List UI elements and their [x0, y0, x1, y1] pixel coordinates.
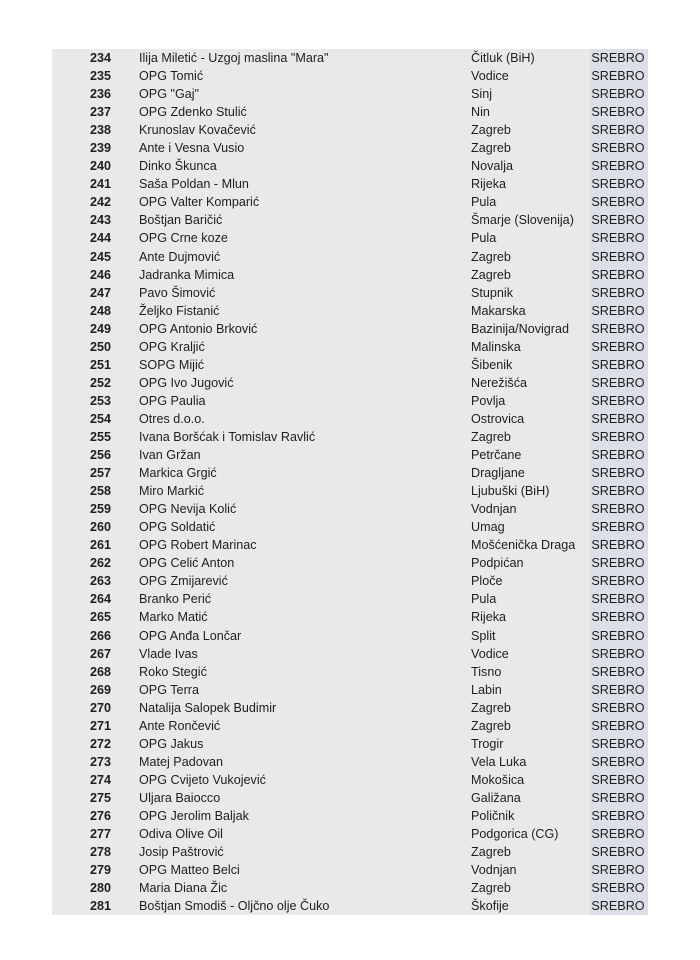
producer-name: Vlade Ivas: [139, 646, 198, 661]
table-row: [52, 861, 648, 879]
producer-location: Zagreb: [471, 700, 511, 715]
table-row: [52, 879, 648, 897]
producer-name: Ante Dujmović: [139, 249, 221, 264]
producer-location: Mošćenička Draga: [471, 538, 576, 553]
table-row: [52, 627, 648, 645]
award-level: SREBRO: [590, 211, 648, 229]
table-row: [52, 518, 648, 536]
table-row: [52, 410, 648, 428]
producer-name: OPG Kraljić: [139, 339, 205, 354]
award-level: SREBRO: [590, 446, 648, 464]
table-row: [52, 554, 648, 572]
producer-location: Ostrovica: [471, 411, 525, 426]
entry-number: 263: [89, 574, 111, 589]
table-row: [52, 753, 648, 771]
entry-number: 236: [89, 87, 111, 102]
award-level: SREBRO: [590, 627, 648, 645]
entry-number: 250: [89, 339, 111, 354]
table-row: [52, 681, 648, 699]
entry-number: 268: [89, 664, 111, 679]
table-row: [52, 320, 648, 338]
award-level: SREBRO: [590, 663, 648, 681]
producer-name: Ilija Miletić - Uzgoj maslina "Mara": [139, 51, 329, 66]
producer-location: Vodice: [471, 646, 509, 661]
producer-name: Jadranka Mimica: [139, 267, 235, 282]
producer-name: SOPG Mijić: [139, 357, 205, 372]
award-level: SREBRO: [590, 897, 648, 915]
entry-number: 238: [89, 123, 111, 138]
producer-location: Rijeka: [471, 610, 506, 625]
award-level: SREBRO: [590, 157, 648, 175]
table-row: [52, 897, 648, 915]
award-level: SREBRO: [590, 193, 648, 211]
entry-number: 241: [89, 177, 111, 192]
producer-name: Otres d.o.o.: [139, 411, 205, 426]
entry-number: 273: [89, 754, 111, 769]
entry-number: 259: [89, 502, 111, 517]
award-level: SREBRO: [590, 139, 648, 157]
producer-location: Šmarje (Slovenija): [471, 213, 574, 228]
award-level: SREBRO: [590, 338, 648, 356]
table-row: [52, 284, 648, 302]
entry-number: 258: [89, 484, 111, 499]
table-row: [52, 428, 648, 446]
award-level: SREBRO: [590, 843, 648, 861]
producer-location: Zagreb: [471, 249, 511, 264]
entry-number: 276: [89, 808, 111, 823]
results-table: [52, 49, 648, 915]
producer-location: Rijeka: [471, 177, 506, 192]
entry-number: 261: [89, 538, 111, 553]
producer-location: Zagreb: [471, 881, 511, 896]
producer-name: Ante Rončević: [139, 718, 221, 733]
entry-number: 239: [89, 141, 111, 156]
entry-number: 257: [89, 466, 111, 481]
table-row: [52, 843, 648, 861]
producer-name: OPG Zdenko Stulić: [139, 105, 247, 120]
award-level: SREBRO: [590, 789, 648, 807]
award-level: SREBRO: [590, 67, 648, 85]
producer-location: Tisno: [471, 664, 502, 679]
producer-name: Ivan Gržan: [139, 448, 201, 463]
producer-name: OPG "Gaj": [139, 87, 200, 102]
entry-number: 281: [89, 899, 111, 914]
award-level: SREBRO: [590, 518, 648, 536]
table-row: [52, 608, 648, 626]
producer-name: OPG Paulia: [139, 393, 206, 408]
table-row: [52, 500, 648, 518]
results-sheet: [52, 49, 648, 915]
producer-name: Marko Matić: [139, 610, 208, 625]
entry-number: 254: [89, 411, 111, 426]
producer-name: OPG Ivo Jugović: [139, 375, 234, 390]
producer-name: OPG Crne koze: [139, 231, 228, 246]
entry-number: 280: [89, 881, 111, 896]
entry-number: 256: [89, 448, 111, 463]
table-row: [52, 266, 648, 284]
entry-number: 252: [89, 375, 111, 390]
producer-location: Novalja: [471, 159, 513, 174]
award-level: SREBRO: [590, 825, 648, 843]
producer-name: Saša Poldan - Mlun: [139, 177, 249, 192]
producer-location: Šibenik: [471, 357, 513, 372]
award-level: SREBRO: [590, 681, 648, 699]
award-level: SREBRO: [590, 554, 648, 572]
entry-number: 247: [89, 285, 111, 300]
table-row: [52, 121, 648, 139]
producer-name: Odiva Olive Oil: [139, 827, 223, 842]
producer-location: Labin: [471, 682, 502, 697]
producer-name: Dinko Škunca: [139, 159, 217, 174]
entry-number: 271: [89, 718, 111, 733]
producer-location: Čitluk (BiH): [471, 51, 535, 66]
entry-number: 264: [89, 592, 111, 607]
producer-location: Makarska: [471, 303, 526, 318]
producer-name: OPG Anđa Lončar: [139, 628, 242, 643]
producer-location: Povlja: [471, 393, 506, 408]
table-row: [52, 175, 648, 193]
producer-location: Poličnik: [471, 808, 515, 823]
award-level: SREBRO: [590, 645, 648, 663]
producer-location: Podgorica (CG): [471, 827, 559, 842]
producer-location: Zagreb: [471, 123, 511, 138]
entry-number: 248: [89, 303, 111, 318]
award-level: SREBRO: [590, 229, 648, 247]
table-row: [52, 157, 648, 175]
producer-name: Matej Padovan: [139, 754, 224, 769]
producer-location: Nin: [471, 105, 490, 120]
producer-location: Trogir: [471, 736, 504, 751]
producer-name: Krunoslav Kovačević: [139, 123, 256, 138]
award-level: SREBRO: [590, 85, 648, 103]
producer-name: Boštjan Smodiš - Oljčno olje Čuko: [139, 899, 330, 914]
entry-number: 235: [89, 69, 111, 84]
award-level: SREBRO: [590, 464, 648, 482]
award-level: SREBRO: [590, 428, 648, 446]
table-row: [52, 338, 648, 356]
producer-location: Zagreb: [471, 141, 511, 156]
producer-location: Škofije: [471, 899, 509, 914]
table-row: [52, 717, 648, 735]
table-row: [52, 771, 648, 789]
producer-location: Vela Luka: [471, 754, 527, 769]
producer-location: Vodice: [471, 69, 509, 84]
award-level: SREBRO: [590, 717, 648, 735]
table-row: [52, 645, 648, 663]
producer-name: OPG Valter Komparić: [139, 195, 260, 210]
entry-number: 246: [89, 267, 111, 282]
producer-location: Zagreb: [471, 430, 511, 444]
producer-name: Miro Markić: [139, 484, 205, 499]
award-level: SREBRO: [590, 500, 648, 518]
award-level: SREBRO: [590, 735, 648, 753]
table-row: [52, 699, 648, 717]
table-row: [52, 374, 648, 392]
entry-number: 266: [89, 628, 111, 643]
producer-location: Dragljane: [471, 466, 525, 481]
award-level: SREBRO: [590, 356, 648, 374]
award-level: SREBRO: [590, 103, 648, 121]
producer-name: Maria Diana Žic: [139, 881, 228, 896]
table-row: [52, 807, 648, 825]
award-level: SREBRO: [590, 771, 648, 789]
table-row: [52, 49, 648, 67]
producer-name: OPG Matteo Belci: [139, 863, 240, 878]
award-level: SREBRO: [590, 608, 648, 626]
producer-location: Pula: [471, 592, 497, 607]
entry-number: 277: [89, 827, 111, 842]
table-row: [52, 356, 648, 374]
producer-location: Ploče: [471, 574, 503, 589]
producer-location: Bazinija/Novigrad: [471, 321, 570, 336]
producer-location: Mokošica: [471, 772, 525, 787]
producer-name: OPG Celić Anton: [139, 556, 235, 571]
entry-number: 265: [89, 610, 111, 625]
producer-location: Galižana: [471, 790, 521, 805]
award-level: SREBRO: [590, 807, 648, 825]
award-level: SREBRO: [590, 374, 648, 392]
award-level: SREBRO: [590, 590, 648, 608]
award-level: SREBRO: [590, 699, 648, 717]
producer-name: Željko Fistanić: [139, 303, 220, 318]
producer-name: Pavo Šimović: [139, 285, 216, 300]
award-level: SREBRO: [590, 861, 648, 879]
entry-number: 270: [89, 700, 111, 715]
award-level: SREBRO: [590, 482, 648, 500]
table-row: [52, 446, 648, 464]
table-row: [52, 663, 648, 681]
producer-location: Podpićan: [471, 556, 524, 571]
producer-location: Nerežišća: [471, 375, 527, 390]
producer-name: OPG Zmijarević: [139, 574, 228, 589]
producer-location: Stupnik: [471, 285, 514, 300]
table-row: [52, 789, 648, 807]
entry-number: 272: [89, 736, 111, 751]
entry-number: 279: [89, 863, 111, 878]
producer-location: Petrčane: [471, 448, 522, 463]
entry-number: 244: [89, 231, 111, 246]
table-row: [52, 248, 648, 266]
producer-name: OPG Nevija Kolić: [139, 502, 237, 517]
entry-number: 234: [89, 51, 111, 66]
producer-name: Boštjan Baričić: [139, 213, 223, 228]
producer-location: Vodnjan: [471, 502, 517, 517]
award-level: SREBRO: [590, 248, 648, 266]
entry-number: 237: [89, 105, 111, 120]
table-row: [52, 825, 648, 843]
producer-location: Pula: [471, 231, 497, 246]
table-row: [52, 735, 648, 753]
entry-number: 253: [89, 393, 111, 408]
entry-number: 242: [89, 195, 111, 210]
producer-name: Ante i Vesna Vusio: [139, 141, 245, 156]
results-table-body: [52, 49, 648, 915]
entry-number: 275: [89, 790, 111, 805]
award-level: SREBRO: [590, 121, 648, 139]
producer-name: OPG Robert Marinac: [139, 538, 257, 553]
table-row: [52, 464, 648, 482]
producer-location: Malinska: [471, 339, 521, 354]
table-row: [52, 590, 648, 608]
entry-number: 269: [89, 682, 111, 697]
table-row: [52, 229, 648, 247]
award-level: SREBRO: [590, 49, 648, 67]
table-row: [52, 392, 648, 410]
table-row: [52, 211, 648, 229]
producer-location: Ljubuški (BiH): [471, 484, 550, 499]
award-level: SREBRO: [590, 284, 648, 302]
producer-location: Vodnjan: [471, 863, 517, 878]
producer-location: Zagreb: [471, 267, 511, 282]
producer-name: OPG Cvijeto Vukojević: [139, 772, 266, 787]
producer-location: Umag: [471, 520, 505, 535]
producer-name: Roko Stegić: [139, 664, 207, 679]
table-row: [52, 193, 648, 211]
entry-number: 255: [89, 430, 111, 444]
table-row: [52, 67, 648, 85]
producer-name: OPG Tomić: [139, 69, 204, 84]
award-level: SREBRO: [590, 753, 648, 771]
producer-location: Sinj: [471, 87, 492, 102]
entry-number: 274: [89, 772, 111, 787]
producer-name: Ivana Boršćak i Tomislav Ravlić: [139, 430, 316, 444]
producer-name: OPG Terra: [139, 682, 199, 697]
award-level: SREBRO: [590, 266, 648, 284]
entry-number: 245: [89, 249, 111, 264]
entry-number: 251: [89, 357, 111, 372]
award-level: SREBRO: [590, 302, 648, 320]
producer-name: OPG Jakus: [139, 736, 204, 751]
producer-location: Zagreb: [471, 845, 511, 860]
producer-name: OPG Soldatić: [139, 520, 216, 535]
table-row: [52, 139, 648, 157]
producer-name: Uljara Baiocco: [139, 790, 221, 805]
producer-name: OPG Jerolim Baljak: [139, 808, 249, 823]
award-level: SREBRO: [590, 175, 648, 193]
producer-name: Branko Perić: [139, 592, 212, 607]
table-row: [52, 482, 648, 500]
producer-name: OPG Antonio Brković: [139, 321, 258, 336]
producer-name: Natalija Salopek Budimir: [139, 700, 277, 715]
award-level: SREBRO: [590, 879, 648, 897]
entry-number: 240: [89, 159, 111, 174]
award-level: SREBRO: [590, 320, 648, 338]
entry-number: 278: [89, 845, 111, 860]
table-row: [52, 85, 648, 103]
award-level: SREBRO: [590, 410, 648, 428]
table-row: [52, 302, 648, 320]
award-level: SREBRO: [590, 536, 648, 554]
producer-location: Split: [471, 628, 496, 643]
table-row: [52, 103, 648, 121]
producer-location: Pula: [471, 195, 497, 210]
producer-location: Zagreb: [471, 718, 511, 733]
entry-number: 267: [89, 646, 111, 661]
table-row: [52, 572, 648, 590]
award-level: SREBRO: [590, 392, 648, 410]
producer-name: Markica Grgić: [139, 466, 217, 481]
entry-number: 262: [89, 556, 111, 571]
award-level: SREBRO: [590, 572, 648, 590]
entry-number: 243: [89, 213, 111, 228]
entry-number: 249: [89, 321, 111, 336]
entry-number: 260: [89, 520, 111, 535]
producer-name: Josip Paštrović: [139, 845, 224, 860]
table-row: [52, 536, 648, 554]
